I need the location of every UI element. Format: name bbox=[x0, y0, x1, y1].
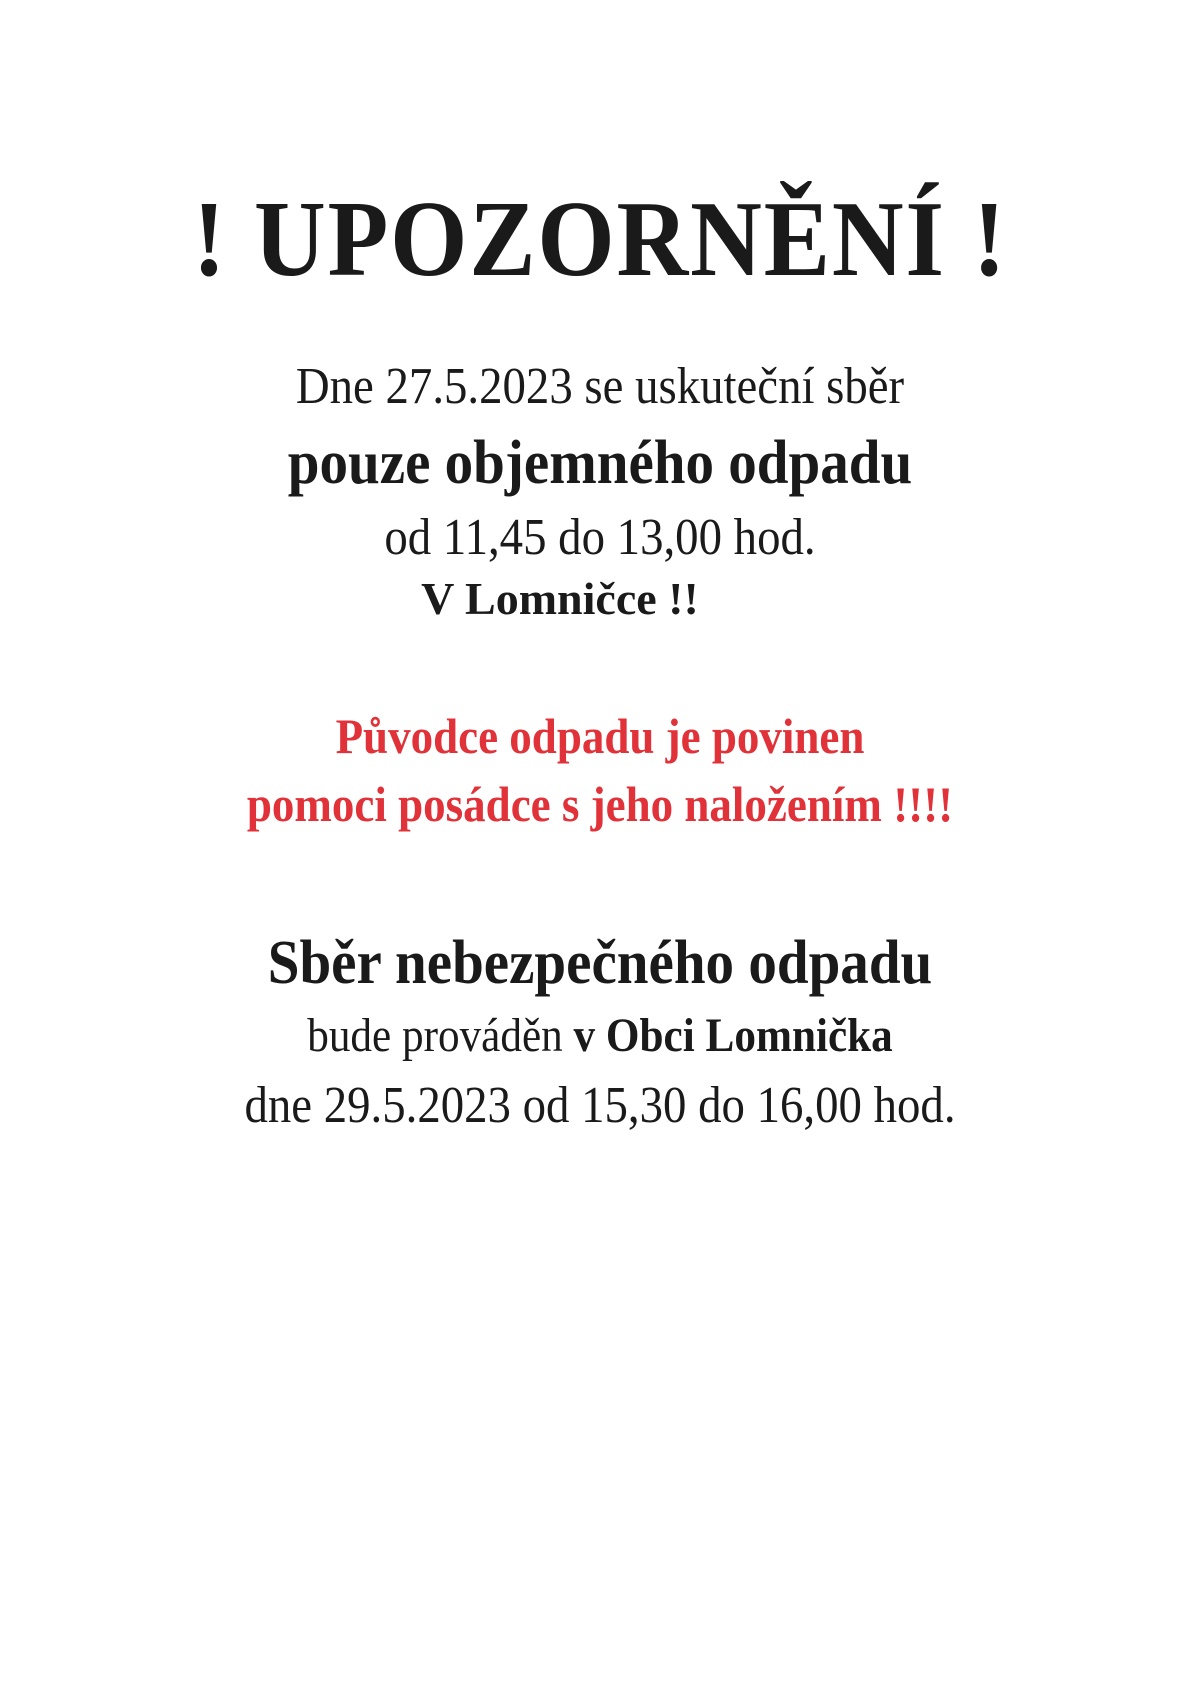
bulky-waste-location: V Lomničce !! bbox=[421, 573, 699, 624]
hazardous-waste-location bbox=[60, 1008, 1140, 1063]
warning-line-2: pomoci posádce s jeho naložením !!!! bbox=[246, 776, 954, 832]
bulky-waste-time: od 11,45 do 13,00 hod. bbox=[384, 509, 816, 566]
bulky-waste-date: Dne 27.5.2023 se uskuteční sběr bbox=[295, 358, 905, 415]
notice-title: ! UPOZORNĚNÍ ! bbox=[192, 180, 1008, 299]
hazardous-waste-datetime: dne 29.5.2023 od 15,30 do 16,00 hod. bbox=[244, 1077, 956, 1134]
warning-line-1: Původce odpadu je povinen bbox=[335, 708, 865, 764]
hazardous-waste-heading: Sběr nebezpečného odpadu bbox=[267, 929, 933, 997]
bulky-waste-heading: pouze objemného odpadu bbox=[287, 429, 913, 497]
hazardous-waste-location-name: v Obci Lomnička bbox=[573, 1009, 893, 1062]
hazardous-waste-location-prefix: bude prováděn bbox=[307, 1009, 574, 1062]
